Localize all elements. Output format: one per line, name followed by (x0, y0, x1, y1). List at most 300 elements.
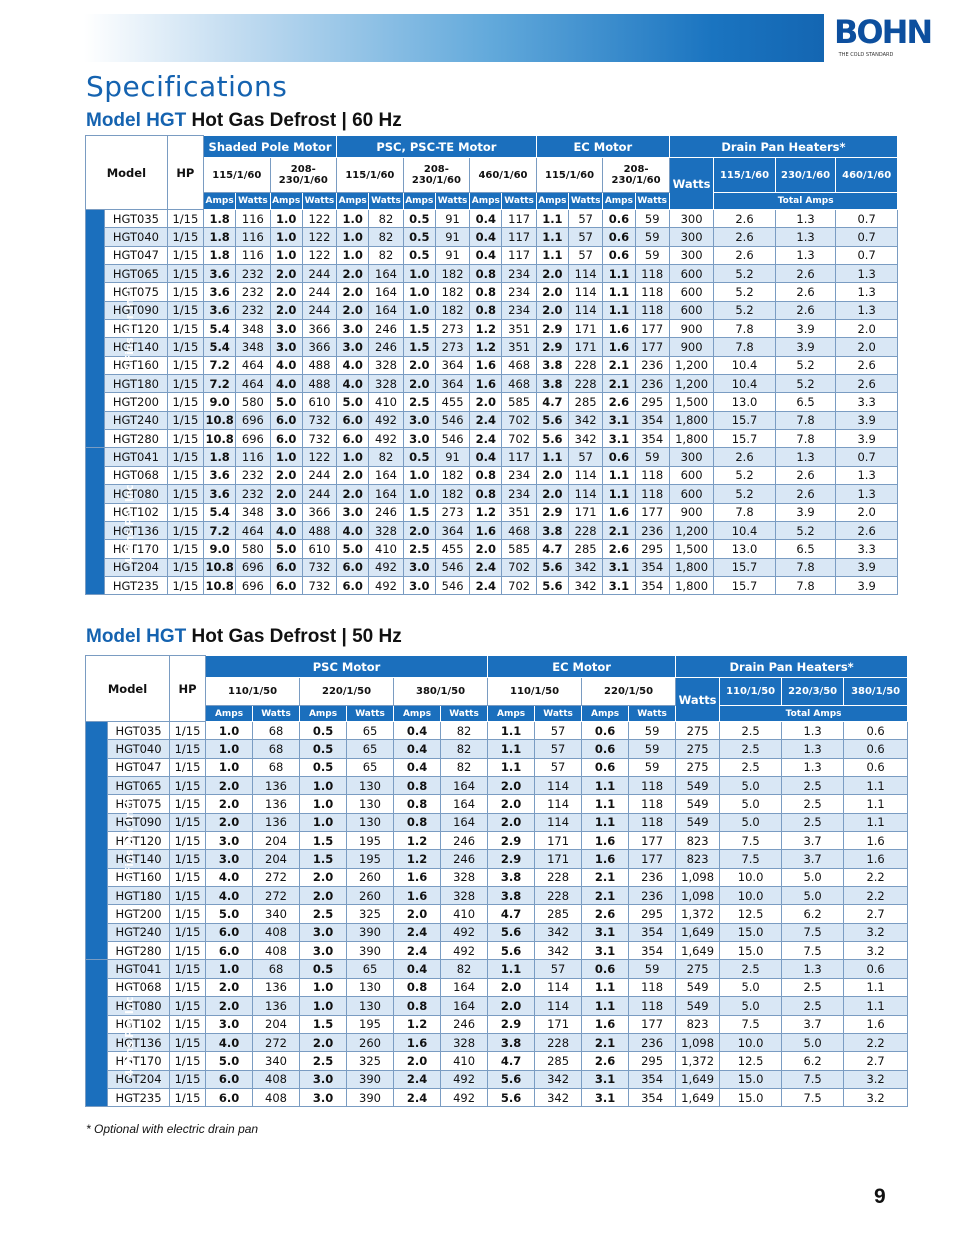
table-cell: 228 (569, 356, 603, 374)
table-cell: 6.0 (270, 430, 302, 448)
table-cell: 65 (347, 722, 394, 740)
table-cell: 6.0 (337, 576, 369, 594)
table-cell: 600 (669, 301, 713, 319)
table-cell: 122 (302, 228, 336, 246)
table-cell: 1/15 (170, 960, 206, 978)
table-cell: 492 (441, 923, 488, 941)
header-shaded-pole-motor: Shaded Pole Motor (204, 136, 337, 158)
table-cell: 1.0 (337, 210, 369, 228)
table-cell: 1.1 (603, 301, 635, 319)
table-cell: 204 (253, 1015, 300, 1033)
table-cell: 59 (629, 740, 676, 758)
table-cell: 91 (435, 448, 469, 466)
table-row (86, 1015, 908, 1033)
table-cell: 275 (676, 960, 720, 978)
table-cell: 0.7 (836, 448, 898, 466)
table-cell: 1/15 (170, 832, 206, 850)
table-cell: 228 (535, 868, 582, 886)
table-cell: 232 (236, 466, 270, 484)
table-cell: 0.6 (603, 228, 635, 246)
table-cell: 1.5 (403, 320, 435, 338)
table-cell: 5.4 (204, 320, 236, 338)
table-cell: 1/15 (170, 758, 206, 776)
table-cell: 1.2 (394, 850, 441, 868)
table-cell: 1/15 (167, 228, 203, 246)
table-cell: 3.7 (782, 850, 844, 868)
table-row (86, 576, 898, 594)
table-cell: 488 (302, 375, 336, 393)
table-cell: 5.2 (714, 301, 776, 319)
table-cell: 6.5 (775, 540, 836, 558)
table-cell: 1/15 (170, 978, 206, 996)
table-cell: 272 (253, 1033, 300, 1051)
table-cell: 1.1 (582, 978, 629, 996)
table-cell: 59 (635, 448, 669, 466)
table-cell: 549 (676, 978, 720, 996)
table-cell: 2.9 (536, 338, 568, 356)
table-cell: 1.3 (836, 466, 898, 484)
table-cell: 10.0 (720, 868, 782, 886)
table-cell: 204 (253, 832, 300, 850)
table-cell: 246 (369, 338, 403, 356)
table-cell: 348 (236, 503, 270, 521)
table-cell: 468 (502, 356, 536, 374)
table-cell: 1.2 (470, 503, 502, 521)
table-cell: 1/15 (167, 210, 203, 228)
table-cell: 366 (302, 338, 336, 356)
table-cell: 2.0 (836, 320, 898, 338)
table-cell: 1.5 (403, 338, 435, 356)
table-cell: 1.6 (582, 850, 629, 868)
table-cell: 2.0 (270, 301, 302, 319)
table-cell: 5.4 (204, 338, 236, 356)
table-cell: 1.1 (844, 777, 908, 795)
table-cell: 3.8 (488, 1033, 535, 1051)
table-cell: 1.0 (270, 210, 302, 228)
table-cell: 4.7 (488, 1052, 535, 1070)
table-cell: 354 (635, 576, 669, 594)
table-row (86, 246, 898, 264)
table-cell: 732 (302, 411, 336, 429)
table-cell: HGT035 (108, 722, 170, 740)
table-cell: 1.6 (582, 1015, 629, 1033)
table-cell: 328 (441, 1033, 488, 1051)
table-cell: 488 (302, 356, 336, 374)
table-cell: 0.8 (470, 466, 502, 484)
table-cell: 171 (535, 850, 582, 868)
table-row (86, 832, 908, 850)
table-cell: 234 (502, 485, 536, 503)
table-cell: HGT120 (108, 832, 170, 850)
header-amps: Amps (204, 193, 236, 210)
table-cell: 364 (435, 375, 469, 393)
table-cell: 354 (629, 1088, 676, 1106)
table-cell: 2.5 (720, 960, 782, 978)
header-watts-unit: Watts (535, 706, 582, 722)
table-cell: 1/15 (170, 777, 206, 795)
section-title-60hz (86, 110, 402, 132)
table-cell: HGT204 (108, 1070, 170, 1088)
table-cell: HGT090 (105, 301, 168, 319)
table-cell: 1.6 (603, 320, 635, 338)
table-cell: 3.6 (204, 485, 236, 503)
table-cell: 3.9 (836, 430, 898, 448)
header-watts: Watts (669, 158, 713, 210)
table-cell: 82 (441, 960, 488, 978)
header-model: Model (86, 136, 168, 210)
header-drain-voltage: 115/1/60 (714, 158, 776, 193)
table-cell: 300 (669, 210, 713, 228)
table-row (86, 887, 908, 905)
table-cell: 410 (369, 393, 403, 411)
row-group-text: 4 Fins Per Inch (123, 989, 136, 1078)
table-cell: 5.2 (714, 485, 776, 503)
table-cell: 328 (369, 356, 403, 374)
table-row (86, 301, 898, 319)
table-cell: 1/15 (167, 503, 203, 521)
table-cell: 0.4 (394, 960, 441, 978)
table-cell: 325 (347, 1052, 394, 1070)
table-cell: 342 (569, 558, 603, 576)
table-cell: 7.2 (204, 521, 236, 539)
table-cell: 57 (535, 960, 582, 978)
header-amps: Amps (488, 706, 535, 722)
table-row (86, 1070, 908, 1088)
table-cell: 1/15 (167, 485, 203, 503)
table-cell: 0.7 (836, 246, 898, 264)
table-cell: HGT136 (108, 1033, 170, 1051)
table-cell: 1,200 (669, 356, 713, 374)
table-cell: 2.6 (775, 283, 836, 301)
table-cell: 1.0 (270, 228, 302, 246)
table-cell: 136 (253, 777, 300, 795)
table-cell: 82 (441, 758, 488, 776)
table-cell: 1/15 (167, 521, 203, 539)
table-cell: 1.6 (582, 832, 629, 850)
header-watts-unit: Watts (502, 193, 536, 210)
table-cell: HGT068 (108, 978, 170, 996)
table-cell: 1.1 (536, 228, 568, 246)
table-cell: 342 (569, 576, 603, 594)
table-cell: 1/15 (167, 356, 203, 374)
header-voltage: 220/1/50 (582, 678, 676, 706)
table-cell: 5.2 (714, 283, 776, 301)
table-cell: 5.0 (720, 978, 782, 996)
table-cell: 228 (535, 887, 582, 905)
table-cell: 5.2 (775, 521, 836, 539)
table-cell: 295 (629, 1052, 676, 1070)
table-cell: 2.0 (536, 283, 568, 301)
table-cell: 2.4 (470, 558, 502, 576)
table-cell: 2.0 (337, 485, 369, 503)
section-title-rest: Hot Gas Defrost | 60 Hz (186, 110, 402, 131)
table-row (86, 283, 898, 301)
table-cell: 900 (669, 320, 713, 338)
table-cell: 1/15 (170, 1088, 206, 1106)
header-amps: Amps (403, 193, 435, 210)
table-cell: 0.5 (403, 448, 435, 466)
table-cell: 2.0 (394, 905, 441, 923)
table-cell: 1.3 (775, 210, 836, 228)
table-cell: 275 (676, 740, 720, 758)
table-cell: 1.3 (836, 265, 898, 283)
table-cell: 390 (347, 942, 394, 960)
table-cell: 3.0 (337, 320, 369, 338)
table-cell: 59 (629, 758, 676, 776)
table-cell: 5.0 (270, 540, 302, 558)
table-cell: 2.0 (836, 503, 898, 521)
table-cell: 696 (236, 411, 270, 429)
table-cell: HGT170 (108, 1052, 170, 1070)
table-cell: 275 (676, 758, 720, 776)
table-cell: 164 (369, 283, 403, 301)
table-cell: HGT140 (105, 338, 168, 356)
table-cell: 1.5 (300, 1015, 347, 1033)
table-row (86, 210, 898, 228)
table-cell: 1.6 (394, 1033, 441, 1051)
table-row (86, 265, 898, 283)
table-cell: 696 (236, 576, 270, 594)
table-cell: HGT240 (105, 411, 168, 429)
table-cell: 1.3 (836, 301, 898, 319)
table-cell: 1.1 (582, 795, 629, 813)
table-cell: 1,098 (676, 868, 720, 886)
table-cell: 585 (502, 540, 536, 558)
header-drain-voltage: 230/1/60 (775, 158, 836, 193)
table-cell: 57 (569, 228, 603, 246)
table-cell: 68 (253, 960, 300, 978)
table-cell: 823 (676, 1015, 720, 1033)
header-gradient-bar (84, 14, 824, 62)
table-cell: 4.0 (270, 521, 302, 539)
table-cell: HGT047 (105, 246, 168, 264)
table-cell: 1,649 (676, 1070, 720, 1088)
table-cell: 114 (535, 997, 582, 1015)
table-cell: 1.1 (488, 758, 535, 776)
table-cell: 2.6 (582, 905, 629, 923)
table-cell: 7.8 (714, 338, 776, 356)
table-cell: 1/15 (170, 942, 206, 960)
table-cell: 1.0 (337, 246, 369, 264)
header-watts-unit: Watts (441, 706, 488, 722)
table-cell: 549 (676, 813, 720, 831)
table-cell: 117 (502, 228, 536, 246)
header-voltage: 380/1/50 (394, 678, 488, 706)
table-cell: 117 (502, 210, 536, 228)
table-cell: 3.1 (582, 942, 629, 960)
table-cell: 1.0 (403, 466, 435, 484)
table-cell: 15.7 (714, 558, 776, 576)
table-cell: 3.3 (836, 393, 898, 411)
spec-table-60hz (85, 135, 898, 595)
table-cell: 0.6 (582, 758, 629, 776)
header-voltage: 115/1/60 (337, 158, 404, 193)
table-cell: 696 (236, 430, 270, 448)
table-cell: 91 (435, 210, 469, 228)
table-cell: 15.7 (714, 576, 776, 594)
header-psc-motor: PSC Motor (206, 656, 488, 678)
table-cell: 2.5 (720, 740, 782, 758)
table-row (86, 448, 898, 466)
table-cell: 2.9 (536, 320, 568, 338)
table-cell: 2.0 (206, 997, 253, 1015)
table-cell: 5.0 (782, 1033, 844, 1051)
table-cell: 10.0 (720, 887, 782, 905)
table-cell: 1.3 (775, 448, 836, 466)
table-cell: 195 (347, 832, 394, 850)
header-ec-motor: EC Motor (488, 656, 676, 678)
table-cell: 236 (629, 1033, 676, 1051)
table-cell: 1.8 (204, 210, 236, 228)
table-cell: 285 (569, 540, 603, 558)
table-cell: 328 (369, 375, 403, 393)
table-cell: 408 (253, 1088, 300, 1106)
table-cell: 464 (236, 521, 270, 539)
table-cell: 549 (676, 795, 720, 813)
table-cell: 2.0 (536, 265, 568, 283)
table-cell: 2.4 (394, 942, 441, 960)
table-cell: 3.0 (403, 411, 435, 429)
table-cell: 702 (502, 558, 536, 576)
table-cell: 3.6 (204, 466, 236, 484)
header-voltage: 208-230/1/60 (603, 158, 670, 193)
table-row (86, 320, 898, 338)
table-cell: 3.0 (300, 923, 347, 941)
table-cell: 585 (502, 393, 536, 411)
table-cell: 1.6 (844, 832, 908, 850)
table-row (86, 942, 908, 960)
table-cell: 59 (629, 960, 676, 978)
table-cell: 4.0 (337, 375, 369, 393)
header-amps: Amps (206, 706, 253, 722)
table-row (86, 722, 908, 740)
table-cell: 7.2 (204, 356, 236, 374)
table-cell: 6.5 (775, 393, 836, 411)
table-cell: 3.6 (204, 283, 236, 301)
table-cell: 2.6 (714, 228, 776, 246)
table-cell: 3.8 (536, 375, 568, 393)
table-cell: 408 (253, 942, 300, 960)
table-cell: 273 (435, 320, 469, 338)
header-amps: Amps (394, 706, 441, 722)
table-cell: 3.7 (782, 1015, 844, 1033)
table-cell: 1/15 (170, 1052, 206, 1070)
table-cell: 4.0 (337, 521, 369, 539)
table-cell: 171 (569, 338, 603, 356)
table-cell: 2.6 (836, 375, 898, 393)
header-hp: HP (167, 136, 203, 210)
table-cell: 13.0 (714, 540, 776, 558)
table-cell: 0.6 (582, 722, 629, 740)
table-cell: 2.6 (714, 246, 776, 264)
table-cell: 2.0 (403, 375, 435, 393)
table-cell: 300 (669, 246, 713, 264)
table-cell: 6.0 (337, 430, 369, 448)
table-cell: 7.5 (720, 1015, 782, 1033)
table-cell: 1.2 (394, 1015, 441, 1033)
table-row (86, 485, 898, 503)
table-cell: 1/15 (167, 320, 203, 338)
table-cell: 2.2 (844, 1033, 908, 1051)
table-cell: 3.7 (782, 832, 844, 850)
table-cell: 57 (535, 758, 582, 776)
table-cell: 2.6 (775, 485, 836, 503)
table-cell: 2.0 (337, 466, 369, 484)
table-cell: 273 (435, 503, 469, 521)
table-cell: 5.6 (488, 942, 535, 960)
table-cell: 15.0 (720, 1088, 782, 1106)
table-cell: 82 (369, 210, 403, 228)
table-cell: 117 (502, 246, 536, 264)
table-cell: 65 (347, 740, 394, 758)
table-cell: 3.1 (582, 1070, 629, 1088)
table-cell: 171 (535, 832, 582, 850)
table-cell: 3.8 (488, 868, 535, 886)
table-cell: 1.8 (204, 228, 236, 246)
table-cell: 234 (502, 301, 536, 319)
table-cell: 246 (441, 850, 488, 868)
table-cell: 1.0 (300, 777, 347, 795)
table-cell: HGT040 (108, 740, 170, 758)
table-cell: 15.0 (720, 923, 782, 941)
header-model: Model (86, 656, 170, 722)
table-cell: 232 (236, 485, 270, 503)
table-cell: 0.6 (844, 740, 908, 758)
header-voltage: 208-230/1/60 (403, 158, 470, 193)
table-cell: 236 (635, 521, 669, 539)
table-cell: 1,800 (669, 558, 713, 576)
table-cell: 464 (236, 356, 270, 374)
table-cell: 130 (347, 813, 394, 831)
table-cell: 1,800 (669, 576, 713, 594)
table-cell: 7.8 (775, 411, 836, 429)
table-cell: 1,372 (676, 905, 720, 923)
table-cell: 7.5 (782, 1088, 844, 1106)
table-cell: 15.0 (720, 942, 782, 960)
table-cell: 1.0 (206, 960, 253, 978)
table-cell: 114 (569, 485, 603, 503)
table-cell: 354 (635, 430, 669, 448)
table-cell: HGT170 (105, 540, 168, 558)
header-total-amps: Total Amps (714, 193, 898, 210)
table-cell: 3.9 (775, 320, 836, 338)
table-cell: 488 (302, 521, 336, 539)
table-cell: 118 (629, 978, 676, 996)
table-cell: 2.9 (488, 850, 535, 868)
table-cell: 2.6 (775, 301, 836, 319)
table-cell: 492 (441, 942, 488, 960)
table-cell: 164 (441, 795, 488, 813)
table-cell: 492 (369, 576, 403, 594)
table-cell: 2.4 (470, 411, 502, 429)
table-cell: 354 (635, 558, 669, 576)
table-cell: 0.7 (836, 210, 898, 228)
table-cell: 468 (502, 521, 536, 539)
table-cell: 1,800 (669, 411, 713, 429)
table-cell: 116 (236, 228, 270, 246)
table-cell: 260 (347, 887, 394, 905)
table-cell: HGT160 (108, 868, 170, 886)
table-cell: 6.0 (270, 576, 302, 594)
table-cell: 116 (236, 448, 270, 466)
table-cell: 246 (441, 1015, 488, 1033)
header-amps: Amps (270, 193, 302, 210)
table-cell: 114 (569, 265, 603, 283)
table-row (86, 813, 908, 831)
table-cell: 3.2 (844, 1088, 908, 1106)
table-cell: HGT080 (108, 997, 170, 1015)
table-cell: 2.9 (488, 832, 535, 850)
